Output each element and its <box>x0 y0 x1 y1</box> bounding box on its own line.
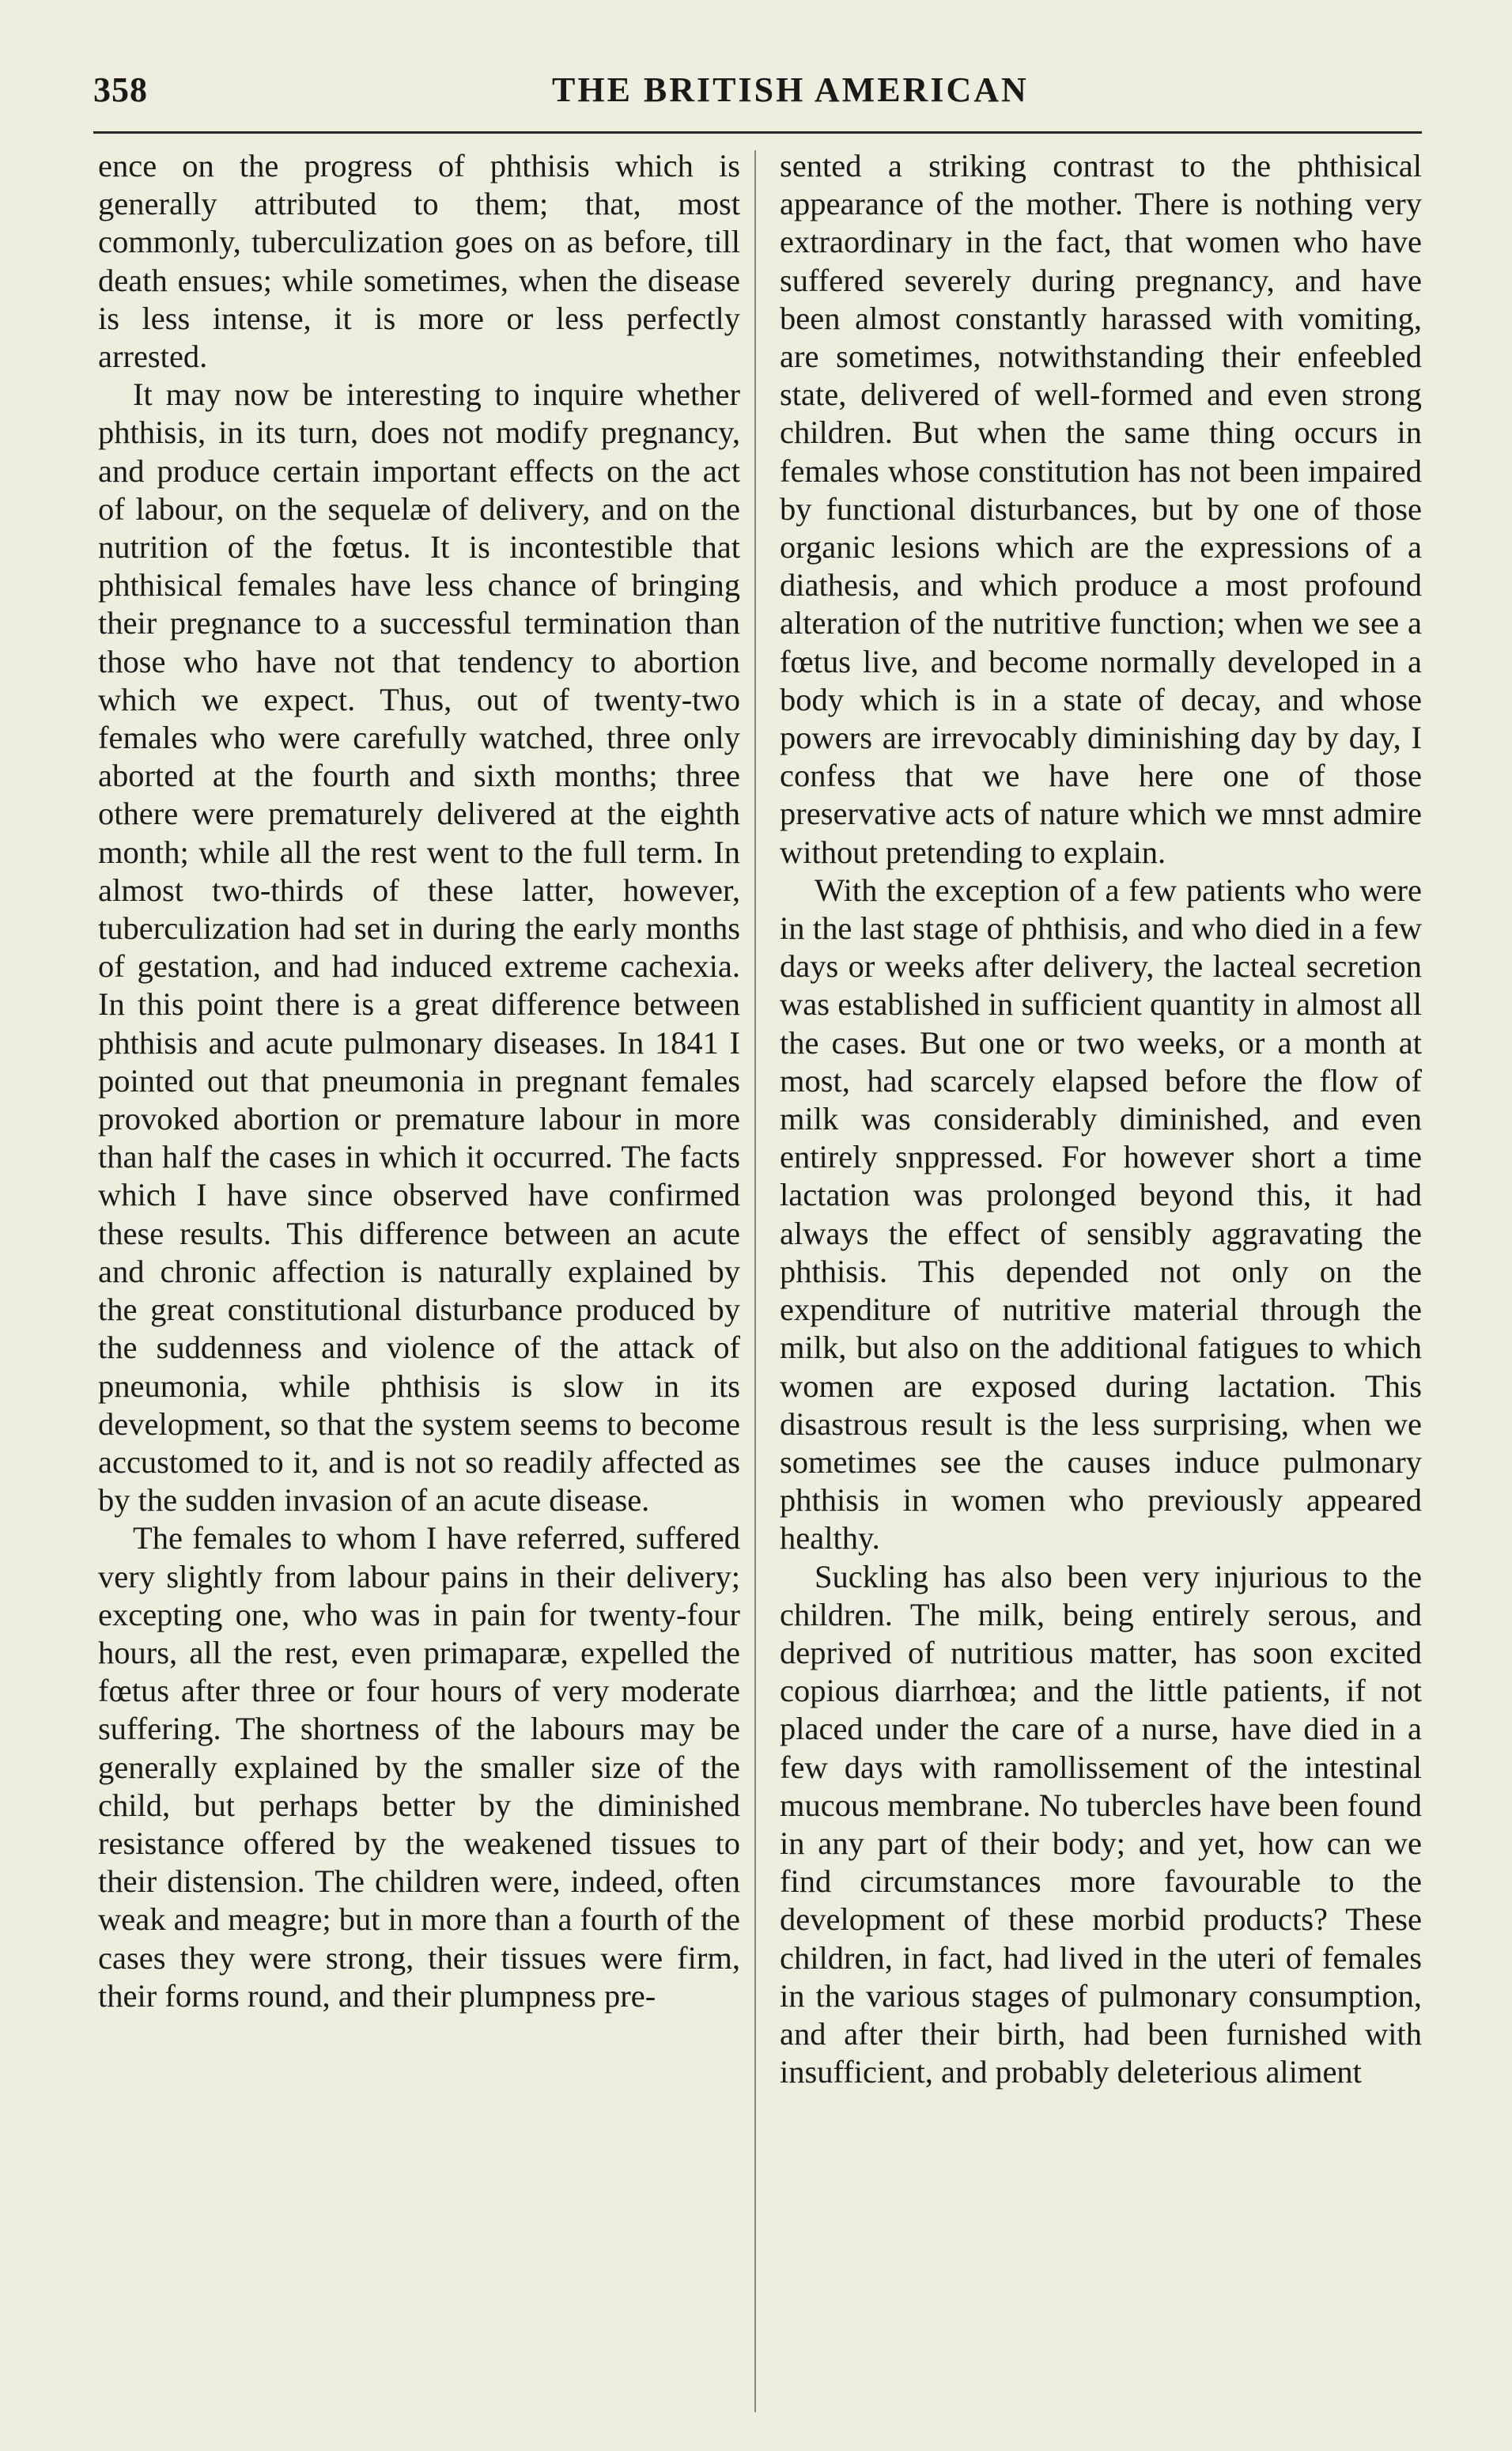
paragraph: The females to whom I have referred, suffered very slightly from labour pains in their delivery; excepting one, who was in pain for twenty-four hours, all the rest, even primaparæ, expelled the fœtus after three or four hours of very moderate suffering. The shortness of the labours may be generally explained by the smaller size of the child, but perhaps better by the diminished resistance offered by the weakened tissues to their distension. The children were, indeed, often weak and meagre; but in more than a fourth of the cases they were strong, their tissues were firm, their forms round, and their plumpness pre- <box>98 1520 740 2014</box>
right-column <box>780 147 1422 2425</box>
paragraph: ence on the progress of phthisis which is generally attributed to them; that, most commonly, tuberculization goes on as before, till death ensues; while sometimes, when the disease is less intense, it is more or less perfectly arrested. <box>98 148 740 375</box>
paragraph: It may now be interesting to inquire whether phthisis, in its turn, does not modify pregnancy, and produce certain important effects on the act of labour, on the sequelæ of delivery, and on the nutrition of the fœtus. It is incontestible that phthisical females have less chance of bringing their pregnance to a successful termination than those who have not that tendency to abortion which we expect. Thus, out of twenty-two females who were carefully watched, three only aborted at the fourth and sixth months; three othere were prematurely delivered at the eighth month; while all the rest went to the full term. In almost two-thirds of these latter, however, tuberculization had set in during the early months of gestation, and had induced extreme cachexia. In this point there is a great difference between phthisis and acute pulmonary diseases. In 1841 I pointed out that pneumonia in pregnant females provoked abortion or premature labour in more than half the cases in which it occurred. The facts which I have since observed have confirmed these results. This difference between an acute and chronic affection is naturally explained by the great constitutional disturbance produced by the suddenness and violence of the attack of pneumonia, while phthisis is slow in its development, so that the system seems to become accustomed to it, and is not so readily affected as by the sudden invasion of an acute disease. <box>98 376 740 1519</box>
paragraph: Suckling has also been very injurious to the children. The milk, being entirely serous, and deprived of nutritious matter, has soon excited copious diarrhœa; and the little patients, if not placed under the care of a nurse, have died in a few days with ramollissement of the intestinal mucous membrane. No tubercles have been found in any part of their body; and yet, how can we find circumstances more favourable to the development of these morbid products? These children, in fact, had lived in the uteri of females in the various stages of pulmonary consumption, and after their birth, had been furnished with insufficient, and probably deleterious aliment <box>780 1558 1422 2090</box>
page-number: 358 <box>93 70 148 109</box>
column-divider <box>754 150 756 2412</box>
paragraph: sented a striking contrast to the phthisical appearance of the mother. There is nothing very extraordinary in the fact, that women who have suffered severely during pregnancy, and have been almost constantly harassed with vomiting, are sometimes, notwithstanding their enfeebled state, delivered of well-formed and even strong children. But when the same thing occurs in females whose constitution has not been impaired by functional disturbances, but by one of those organic lesions which are the expressions of a diathesis, and which produce a most profound alteration of the nutritive function; when we see a fœtus live, and become normally developed in a body which is in a state of decay, and whose powers are irrevocably diminishing day by day, I confess that we have here one of those preservative acts of nature which we mnst admire without pretending to explain. <box>780 148 1422 870</box>
running-title: THE BRITISH AMERICAN <box>552 70 1029 109</box>
left-column <box>98 147 740 2425</box>
header-rule <box>93 131 1422 134</box>
paragraph: With the exception of a few patients who were in the last stage of phthisis, and who died in a few days or weeks after delivery, the lacteal secretion was established in sufficient quantity in almost all the cases. But one or two weeks, or a month at most, had scarcely elapsed before the flow of milk was considerably diminished, and even entirely snppressed. For however short a time lactation was prolonged beyond this, it had always the effect of sensibly aggravating the phthisis. This depended not only on the expenditure of nutritive material through the milk, but also on the additional fatigues to which women are exposed during lactation. This disastrous result is the less surprising, when we sometimes see the causes induce pulmonary phthisis in women who previously appeared healthy. <box>780 872 1422 1556</box>
page-header <box>93 70 1438 125</box>
